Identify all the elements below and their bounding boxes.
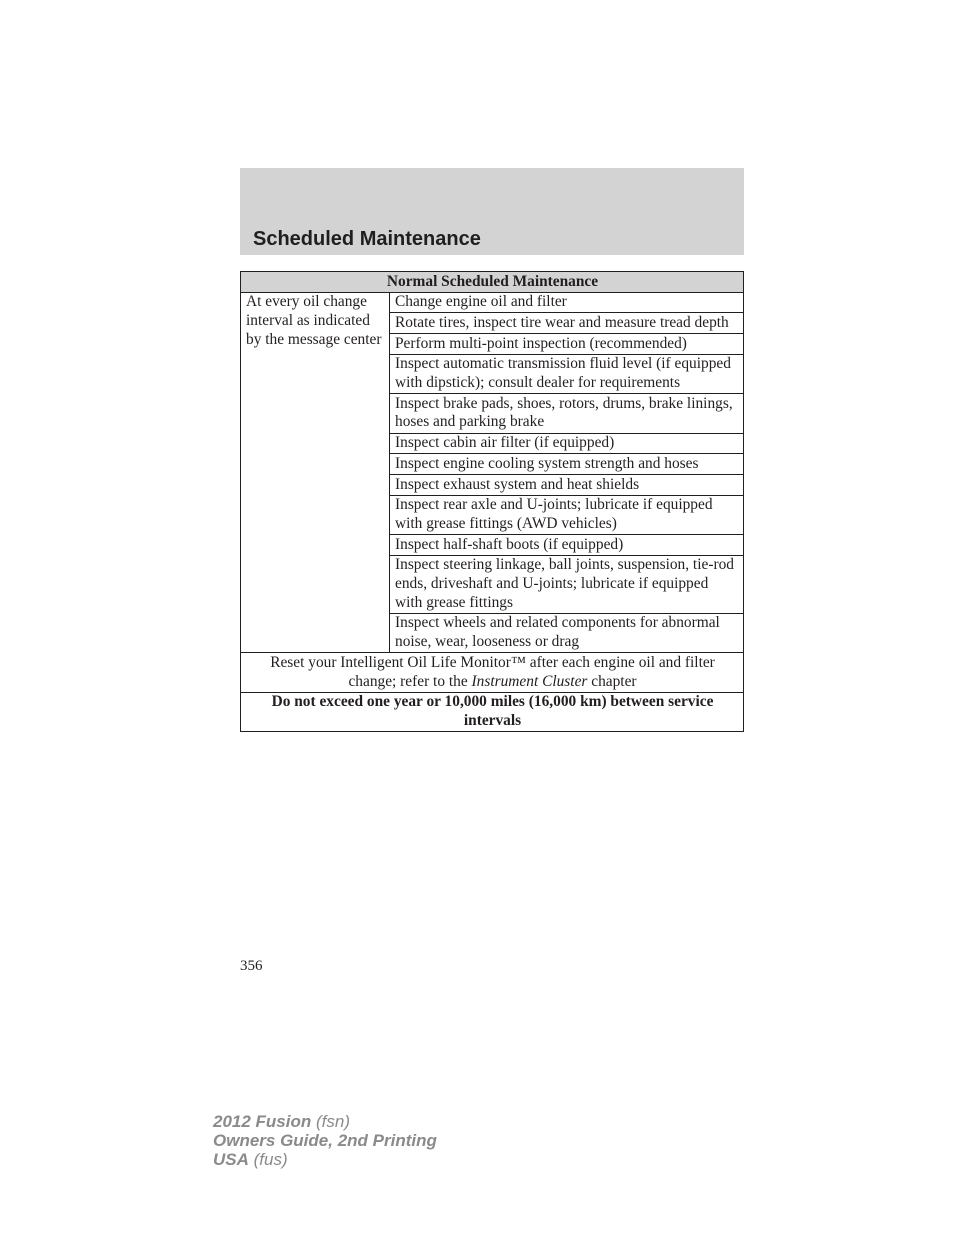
table-row [241, 292, 744, 313]
footer-model-code: (fsn) [311, 1112, 350, 1131]
maintenance-item: Inspect cabin air filter (if equipped) [390, 433, 744, 454]
footer-line-region [213, 1150, 437, 1169]
warning-row [241, 692, 744, 731]
maintenance-item: Inspect automatic transmission fluid level (if equipped with dipstick); consult dealer for requirements [390, 354, 744, 393]
maintenance-item: Inspect rear axle and U-joints; lubricate if equipped with grease fittings (AWD vehicles) [390, 495, 744, 534]
footer-line-model [213, 1112, 437, 1131]
section-header-band [240, 168, 744, 255]
maintenance-item: Perform multi-point inspection (recommended) [390, 334, 744, 355]
maintenance-item: Change engine oil and filter [390, 292, 744, 313]
maintenance-item: Inspect brake pads, shoes, rotors, drums, brake linings, hoses and parking brake [390, 394, 744, 433]
service-interval-warning: Do not exceed one year or 10,000 miles (16,000 km) between service intervals [241, 692, 744, 731]
footer-line-guide: Owners Guide, 2nd Printing [213, 1131, 437, 1150]
maintenance-item: Rotate tires, inspect tire wear and measure tread depth [390, 313, 744, 334]
maintenance-item: Inspect exhaust system and heat shields [390, 475, 744, 496]
table-heading: Normal Scheduled Maintenance [241, 272, 744, 293]
reset-note [241, 653, 744, 692]
maintenance-item: Inspect engine cooling system strength and hoses [390, 454, 744, 475]
maintenance-item: Inspect wheels and related components for abnormal noise, wear, looseness or drag [390, 613, 744, 652]
reset-note-text-end: chapter [587, 672, 637, 690]
interval-cell: At every oil change interval as indicated by the message center [241, 292, 390, 653]
footer-model: 2012 Fusion [213, 1112, 312, 1131]
section-title: Scheduled Maintenance [253, 228, 481, 250]
reset-note-chapter-ref: Instrument Cluster [471, 672, 588, 690]
table-heading-row [241, 272, 744, 293]
maintenance-item: Inspect half-shaft boots (if equipped) [390, 535, 744, 556]
reset-note-text: Reset your Intelligent Oil Life Monitor™ after each engine oil and filter change; refer to the [270, 653, 715, 690]
maintenance-item: Inspect steering linkage, ball joints, suspension, tie-rod ends, driveshaft and U-joints; lubricate if equipped with grease fittings [390, 555, 744, 613]
page-number: 356 [240, 958, 263, 974]
footer-region: USA [213, 1150, 249, 1169]
document-footer [213, 1112, 437, 1169]
footer-region-code: (fus) [248, 1150, 288, 1169]
maintenance-table [240, 271, 744, 732]
reset-note-row [241, 653, 744, 692]
